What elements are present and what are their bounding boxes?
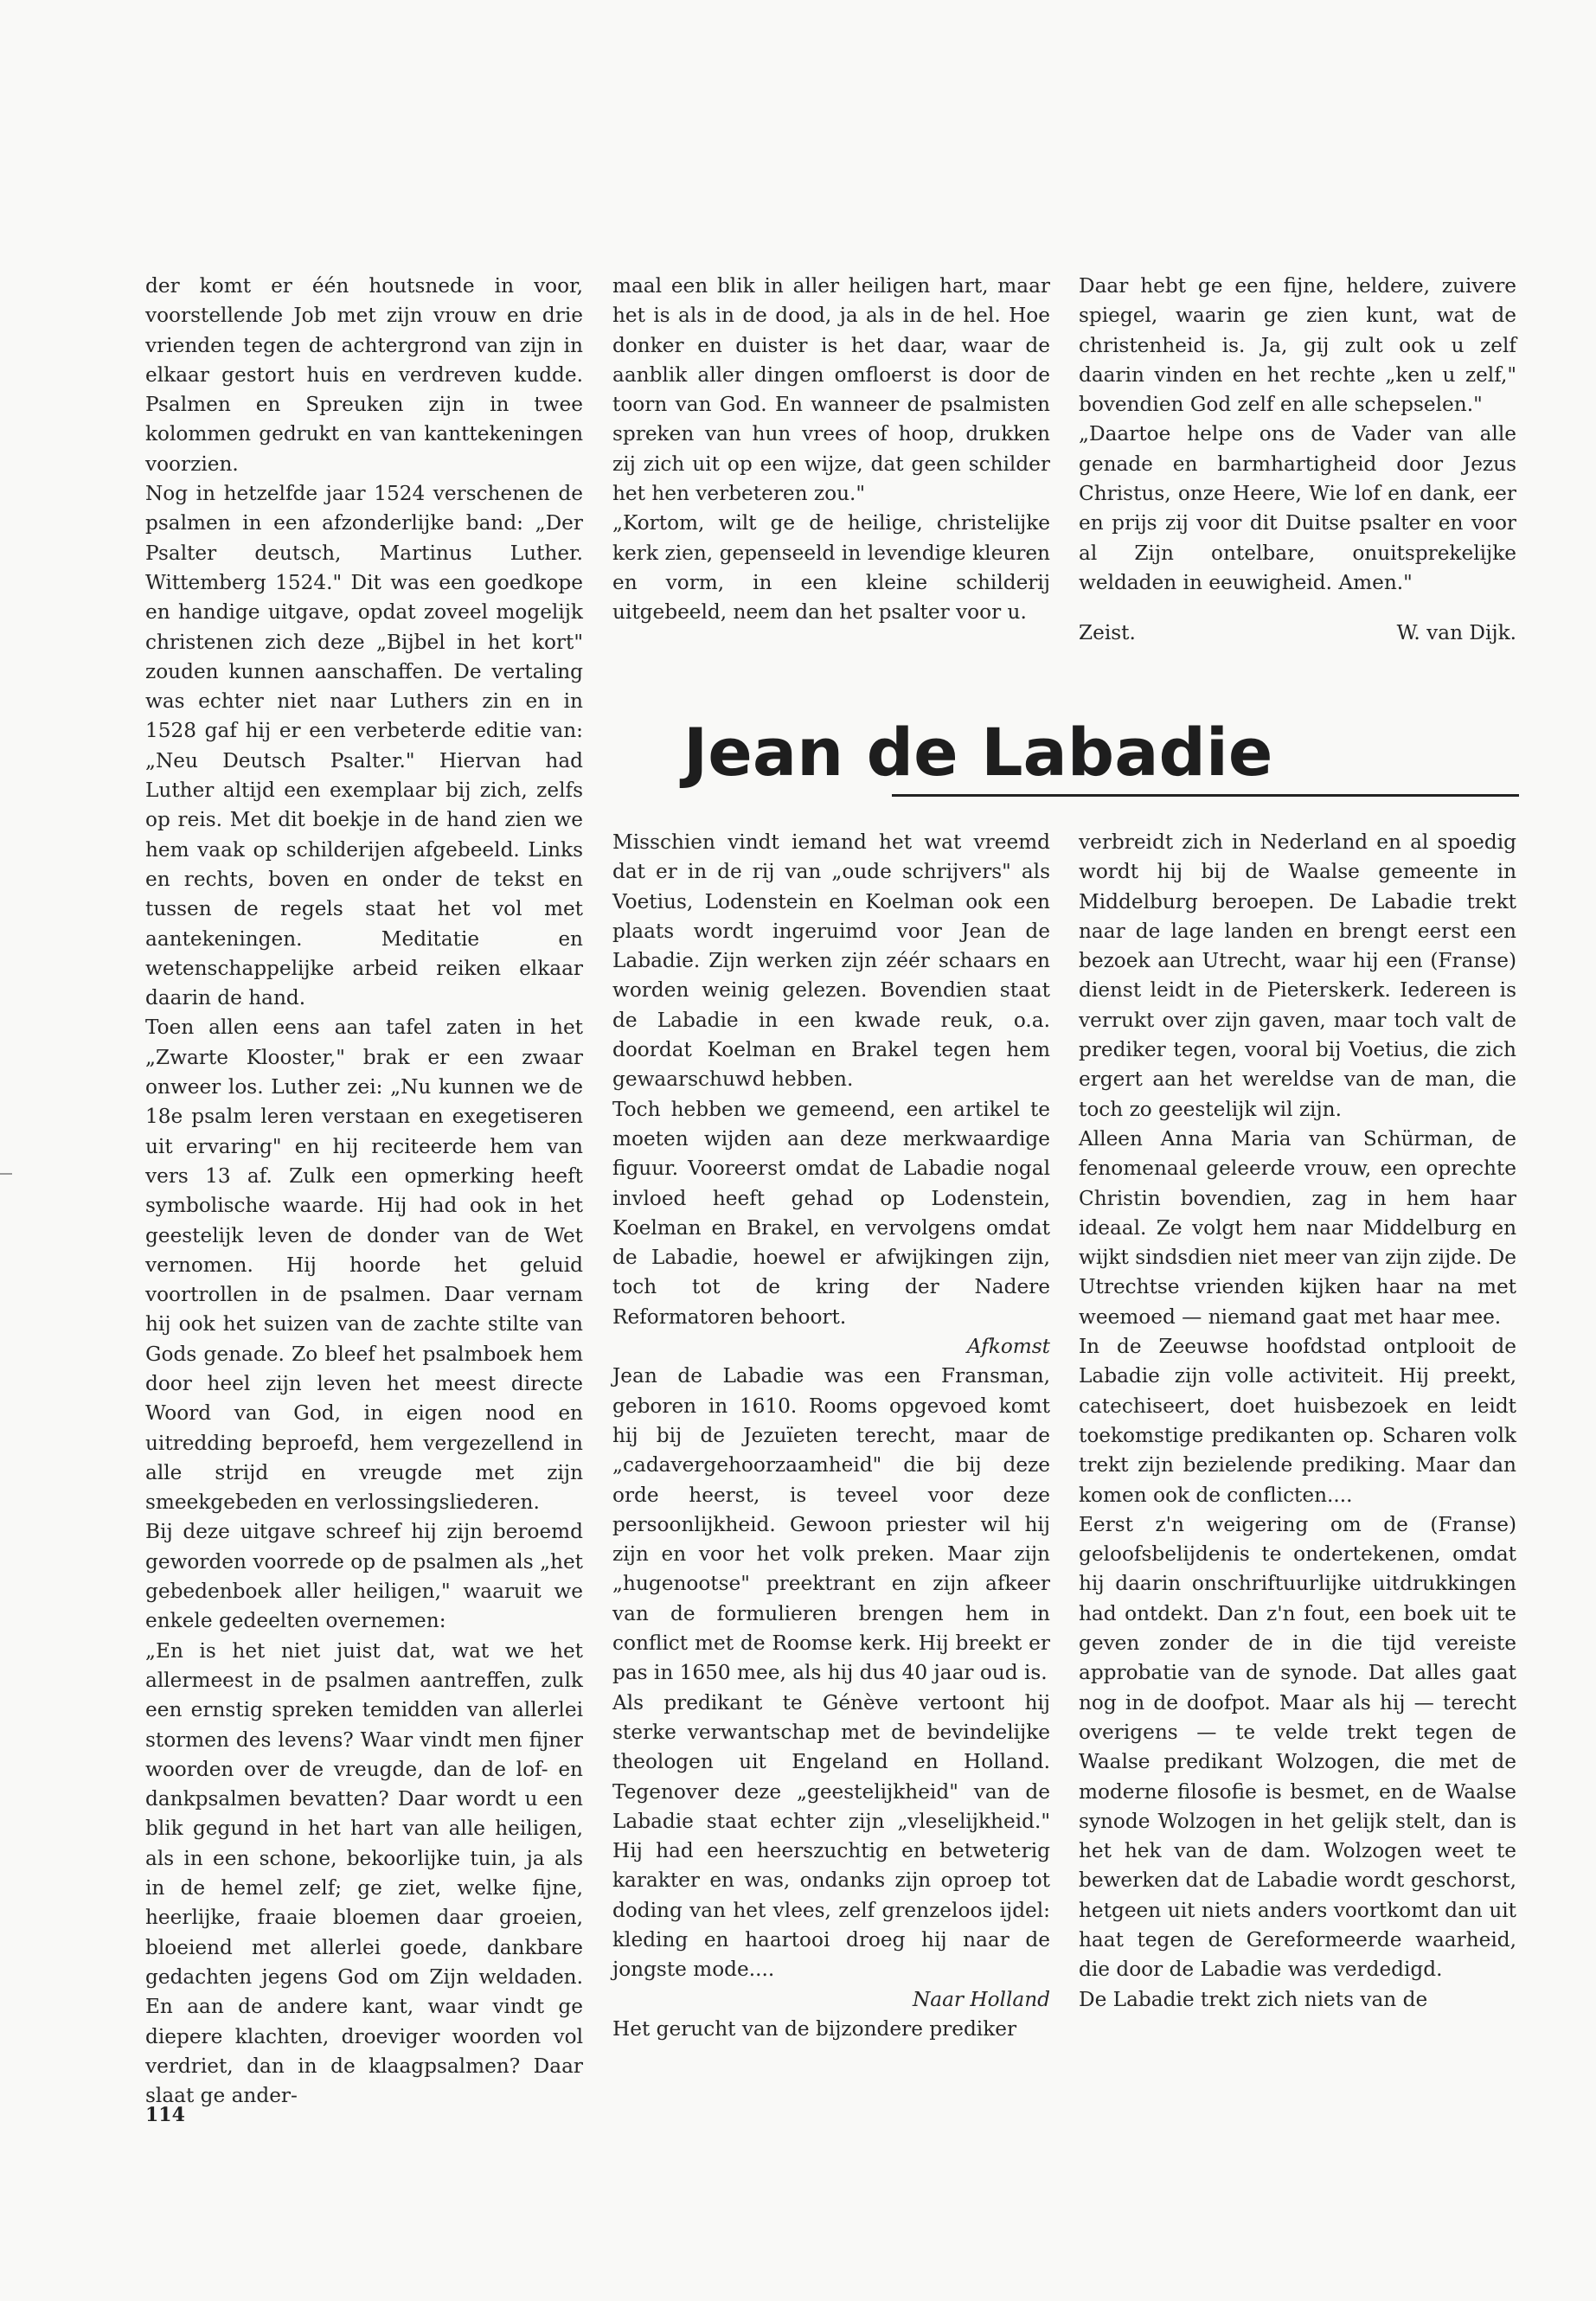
paragraph: De Labadie trekt zich niets van de <box>1079 1987 1428 2011</box>
column-5 <box>1079 828 1516 2015</box>
article-title: Jean de Labadie <box>683 714 1273 791</box>
column-4 <box>612 828 1050 2044</box>
signature <box>1079 619 1516 648</box>
paragraph: Het gerucht van de bijzondere prediker <box>612 2016 1017 2041</box>
paragraph: Alleen Anna Maria van Schürman, de fenomenaal geleerde vrouw, een oprechte Christin bovendien, zag in hem haar ideaal. Ze volgt hem naar Middelburg en wijkt sindsdien niet meer van zijn zijde. De Utrechtse vrienden kijken haar na met weemoed — niemand gaat met haar mee. <box>1079 1126 1516 1329</box>
paragraph: Toch hebben we gemeend, een artikel te moeten wijden aan deze merkwaardige figuur. Vooreerst omdat de Labadie nogal invloed heeft gehad op Lodenstein, Koelman en Brakel, en vervolgens omdat de Labadie, hoewel er afwijkingen zijn, toch tot de kring der Nadere Reformatoren behoort. <box>612 1097 1050 1329</box>
paragraph: maal een blik in aller heiligen hart, maar het is als in de dood, ja als in de hel. Hoe donker en duister is het daar, waar de aanblik aller dingen omfloerst is door de toorn van God. En wanneer de psalmisten spreken van hun vrees of hoop, drukken zij zich uit op een wijze, dat geen schilder het hen verbeteren zou." <box>612 274 1050 506</box>
title-rule <box>892 794 1519 797</box>
subheading-naar-holland: Naar Holland <box>912 1987 1050 2011</box>
paragraph: Bij deze uitgave schreef hij zijn beroemd geworden voorrede op de psalmen als „het gebedenboek aller heiligen," waaruit we enkele gedeelten overnemen: <box>145 1520 583 1633</box>
paragraph: verbreidt zich in Nederland en al spoedig wordt hij bij de Waalse gemeente in Middelburg beroepen. De Labadie trekt naar de lage landen en brengt eerst een bezoek aan Utrecht, waar hij een (Franse) dienst leidt in de Pieterskerk. Iedereen is verrukt over zijn gaven, maar toch valt de prediker tegen, vooral bij Voetius, die zich ergert aan het wereldse van de man, die toch zo geestelijk wil zijn. <box>1079 830 1516 1121</box>
column-1 <box>145 272 583 2111</box>
column-3 <box>1079 272 1516 649</box>
paragraph: „En is het niet juist dat, wat we het allermeest in de psalmen aantreffen, zulk een ernstig spreken temidden van allerlei stormen des levens? Waar vindt men fijner woorden over de vreugde, dan de lof- en dankpsalmen bevatten? Daar wordt u een blik gegund in het hart van alle heiligen, als in een schone, bekoorlijke tuin, ja als in de hemel zelf; ge ziet, welke fijne, heerlijke, fraaie bloemen daar groeien, bloeiend met allerlei goede, dankbare gedachten jegens God om Zijn weldaden. En aan de andere kant, waar vindt ge diepere klachten, droeviger woorden vol verdriet, dan in de klaagpsalmen? Daar slaat ge ander- <box>145 1638 583 2108</box>
paragraph: „Daartoe helpe ons de Vader van alle genade en barmhartigheid door Jezus Christus, onze Heere, Wie lof en dank, eer en prijs zij voor dit Duitse psalter en voor al Zijn ontelbare, onuitsprekelijke weldaden in eeuwigheid. Amen." <box>1079 422 1516 594</box>
signature-author: W. van Dijk. <box>1396 621 1516 645</box>
margin-mark <box>0 1173 12 1175</box>
page-number: 114 <box>145 2104 185 2126</box>
paragraph: Nog in hetzelfde jaar 1524 verschenen de psalmen in een afzonderlijke band: „Der Psalter deutsch, Martinus Luther. Wittemberg 1524." Dit was een goedkope en handige uitgave, opdat zoveel mogelijk christenen zich deze „Bijbel in het kort" zouden kunnen aanschaffen. De vertaling was echter niet naar Luthers zin en in 1528 gaf hij er een verbeterde editie van: „Neu Deutsch Psalter." Hiervan had Luther altijd een exemplaar bij zich, zelfs op reis. Met dit boekje in de hand zien we hem vaak op schilderijen afgebeeld. Links en rechts, boven en onder de tekst en tussen de regels staat het vol met aantekeningen. Meditatie en wetenschappelijke arbeid reiken elkaar daarin de hand. <box>145 482 583 1010</box>
signature-place: Zeist. <box>1079 621 1136 645</box>
paragraph: Eerst z'n weigering om de (Franse) geloofsbelijdenis te ondertekenen, omdat hij daarin onschriftuurlijke uitdrukkingen had ontdekt. Dan z'n fout, een boek uit te geven zonder de in die tijd vereiste approbatie van de synode. Dat alles gaat nog in de doofpot. Maar als hij — terecht overigens — te velde trekt tegen de Waalse predikant Wolzogen, die met de moderne filosofie is besmet, en de Waalse synode Wolzogen in het gelijk stelt, dan is het hek van de dam. Wolzogen weet te bewerken dat de Labadie wordt geschorst, hetgeen uit niets anders voortkomt dan uit haat tegen de Gereformeerde waarheid, die door de Labadie was verdedigd. <box>1079 1512 1516 1982</box>
paragraph: „Kortom, wilt ge de heilige, christelijke kerk zien, gepenseeld in levendige kleuren en vorm, in een kleine schilderij uitgebeeld, neem dan het psalter voor u. <box>612 511 1050 625</box>
subheading-afkomst: Afkomst <box>966 1335 1050 1359</box>
paragraph: Jean de Labadie was een Fransman, geboren in 1610. Rooms opgevoed komt hij bij de Jezuïeten terecht, maar de „cadavergehoorzaamheid" die bij deze orde heerst, is teveel voor deze persoonlijkheid. Gewoon priester wil hij zijn en voor het volk preken. Maar zijn „hugenootse" preektrant en zijn afkeer van de formulieren brengen hem in conflict met de Roomse kerk. Hij breekt er pas in 1650 mee, als hij dus 40 jaar oud is. <box>612 1364 1050 1685</box>
paragraph: Toen allen eens aan tafel zaten in het „Zwarte Klooster," brak er een zwaar onweer los. Luther zei: „Nu kunnen we de 18e psalm leren verstaan en exegetiseren uit ervaring" en hij reciteerde hem van vers 13 af. Zulk een opmerking heeft symbolische waarde. Hij had ook in het geestelijk leven de donder van de Wet vernomen. Hij hoorde het geluid voortrollen in de psalmen. Daar vernam hij ook het suizen van de zachte stilte van Gods genade. Zo bleef het psalmboek hem door heel zijn leven het meest directe Woord van God, in eigen nood en uitredding beproefd, hem vergezellend in alle strijd en vreugde met zijn smeekgebeden en verlossingsliederen. <box>145 1016 583 1515</box>
paragraph: Als predikant te Génève vertoont hij sterke verwantschap met de bevindelijke theologen uit Engeland en Holland. Tegenover deze „geestelijkheid" van de Labadie staat echter zijn „vleselijkheid." Hij had een heerszuchtig en betweterig karakter en was, ondanks zijn oproep tot doding van het vlees, zelf grenzeloos ijdel: kleding en haartooi droeg hij naar de jongste mode.... <box>612 1690 1050 1982</box>
column-2 <box>612 272 1050 628</box>
paragraph: Misschien vindt iemand het wat vreemd dat er in de rij van „oude schrijvers" als Voetius, Lodenstein en Koelman ook een plaats wordt ingeruimd voor Jean de Labadie. Zijn werken zijn zéér schaars en worden weinig gelezen. Bovendien staat de Labadie in een kwade reuk, o.a. doordat Koelman en Brakel tegen hem gewaarschuwd hebben. <box>612 830 1050 1092</box>
paragraph: Daar hebt ge een fijne, heldere, zuivere spiegel, waarin ge zien kunt, wat de christenheid is. Ja, gij zult ook u zelf daarin vinden en het rechte „ken u zelf," bovendien God zelf en alle schepselen." <box>1079 274 1516 417</box>
paragraph: In de Zeeuwse hoofdstad ontplooit de Labadie zijn volle activiteit. Hij preekt, catechiseert, doet huisbezoek en leidt toekomstige predikanten op. Scharen volk trekt zijn bezielende prediking. Maar dan komen ook de conflicten.... <box>1079 1335 1516 1507</box>
paragraph: der komt er één houtsnede in voor, voorstellende Job met zijn vrouw en drie vrienden tegen de achtergrond van zijn in elkaar gestort huis en verdreven kudde. Psalmen en Spreuken zijn in twee kolommen gedrukt en van kanttekeningen voorzien. <box>145 274 583 476</box>
